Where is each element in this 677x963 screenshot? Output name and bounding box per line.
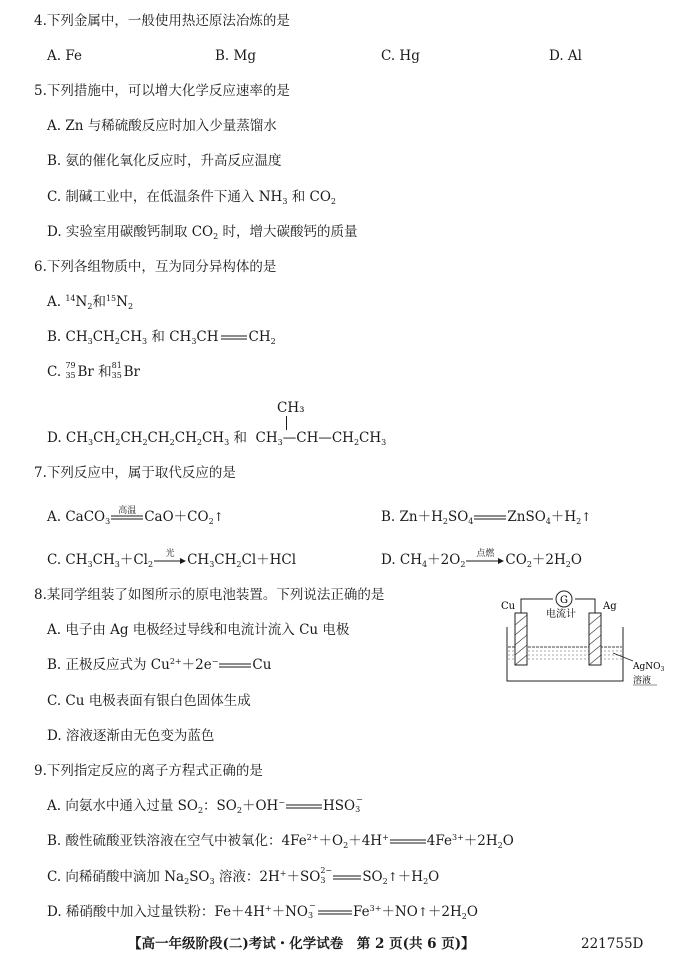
solution-label: AgNO$_3$ [633,662,665,673]
galvanometer-symbol: G [560,595,568,606]
q9-option-b: B. 酸性硫酸亚铁溶液在空气中被氧化：$4Fe^{2+}+O_2+4H^+$ $4Fe^{3+}+2H_2O$ [47,833,514,850]
q8-option-a: A. 电子由 Ag 电极经过导线和电流计流入 Cu 电极 [47,622,350,638]
q7-option-d: D. $CH_4+2O_2$ 点燃 $CO_2+2H_2O$ [381,549,582,569]
q8-option-c: C. Cu 电极表面有银白色固体生成 [47,693,251,709]
solution-word: 溶液 [633,676,652,686]
q5-stem: 5.下列措施中，可以增大化学反应速率的是 [34,83,290,99]
q5-option-d: D. 实验室用碳酸钙制取 $CO_2$ 时，增大碳酸钙的质量 [47,224,358,241]
q5-option-b: B. 氨的催化氧化反应时，升高反应温度 [47,153,282,169]
q5-option-a: A. Zn 与稀硫酸反应时加入少量蒸馏水 [47,118,277,134]
q6-d-branch-bond [286,416,287,430]
footer-title: 【高一年级阶段(二)考试・化学试卷 第 2 页(共 6 页)】 [128,936,475,952]
cu-electrode [515,613,527,665]
q6-option-d: D. $CH_3CH_2CH_2CH_2CH_2CH_3$ 和 $CH_3—CH—CH_2CH_3$ [47,430,387,447]
q9-option-d: D. 稀硝酸中加入过量铁粉：Fe＋4H+＋NO − 3 $Fe^{3+}+NO↑+2H_2O$ [47,901,478,921]
q6-d-branch-ch3: CH₃ [277,400,305,416]
q9-stem: 9.下列指定反应的离子方程式正确的是 [34,763,263,779]
galvanometer-label: 电流计 [546,609,576,620]
cu-electrode-label: Cu [501,601,516,612]
q4-option-c: C. Hg [381,48,420,64]
q7-stem: 7.下列反应中，属于取代反应的是 [34,465,236,481]
q6-stem: 6.下列各组物质中，互为同分异构体的是 [34,259,277,275]
q7-option-a: A. CaCO$_3$ 高温 $CaO+CO_2↑$ [47,506,224,526]
q9-option-c: C. 向稀硝酸中滴加 $Na_2SO_3$ 溶液：2H+＋SO 2− 3 $SO_2↑+H_2O$ [47,866,440,886]
q6-option-a: A. $^{14}N_2$和$^{15}N_2$ [47,294,134,311]
q8-option-d: D. 溶液逐渐由无色变为蓝色 [47,728,215,744]
q8-option-b: B. 正极反应式为 $Cu^{2+}+2e^-$ Cu [47,657,272,673]
q6-option-c: C. 79 35 Br 和 81 35 Br [47,361,140,380]
q4-option-d: D. Al [549,48,582,64]
galvanic-cell-diagram [495,585,665,690]
q8-stem: 8.某同学组装了如图所示的原电池装置。下列说法正确的是 [34,587,385,603]
q9-option-a: A. 向氨水中通入过量 $SO_2$：$SO_2+OH^-$ HSO − 3 [47,795,363,815]
q7-option-b: B. $Zn+H_2SO_4$ $ZnSO_4+H_2↑$ [381,509,592,526]
q7-option-c: C. $CH_3CH_3+Cl_2$ 光 $CH_3CH_2Cl+HCl$ [47,549,297,569]
ag-electrode [589,613,601,665]
q5-option-c: C. 制碱工业中，在低温条件下通入 $NH_3$ 和 $CO_2$ [47,189,336,206]
footer-code: 221755D [581,936,644,952]
q4-stem: 4.下列金属中，一般使用热还原法冶炼的是 [34,13,290,29]
ag-electrode-label: Ag [603,601,617,612]
q4-option-a: A. Fe [47,48,82,64]
q4-option-b: B. Mg [215,48,256,64]
q6-option-b: B. $CH_3CH_2CH_3$ 和 $CH_3CH$ $CH_2$ [47,329,276,346]
